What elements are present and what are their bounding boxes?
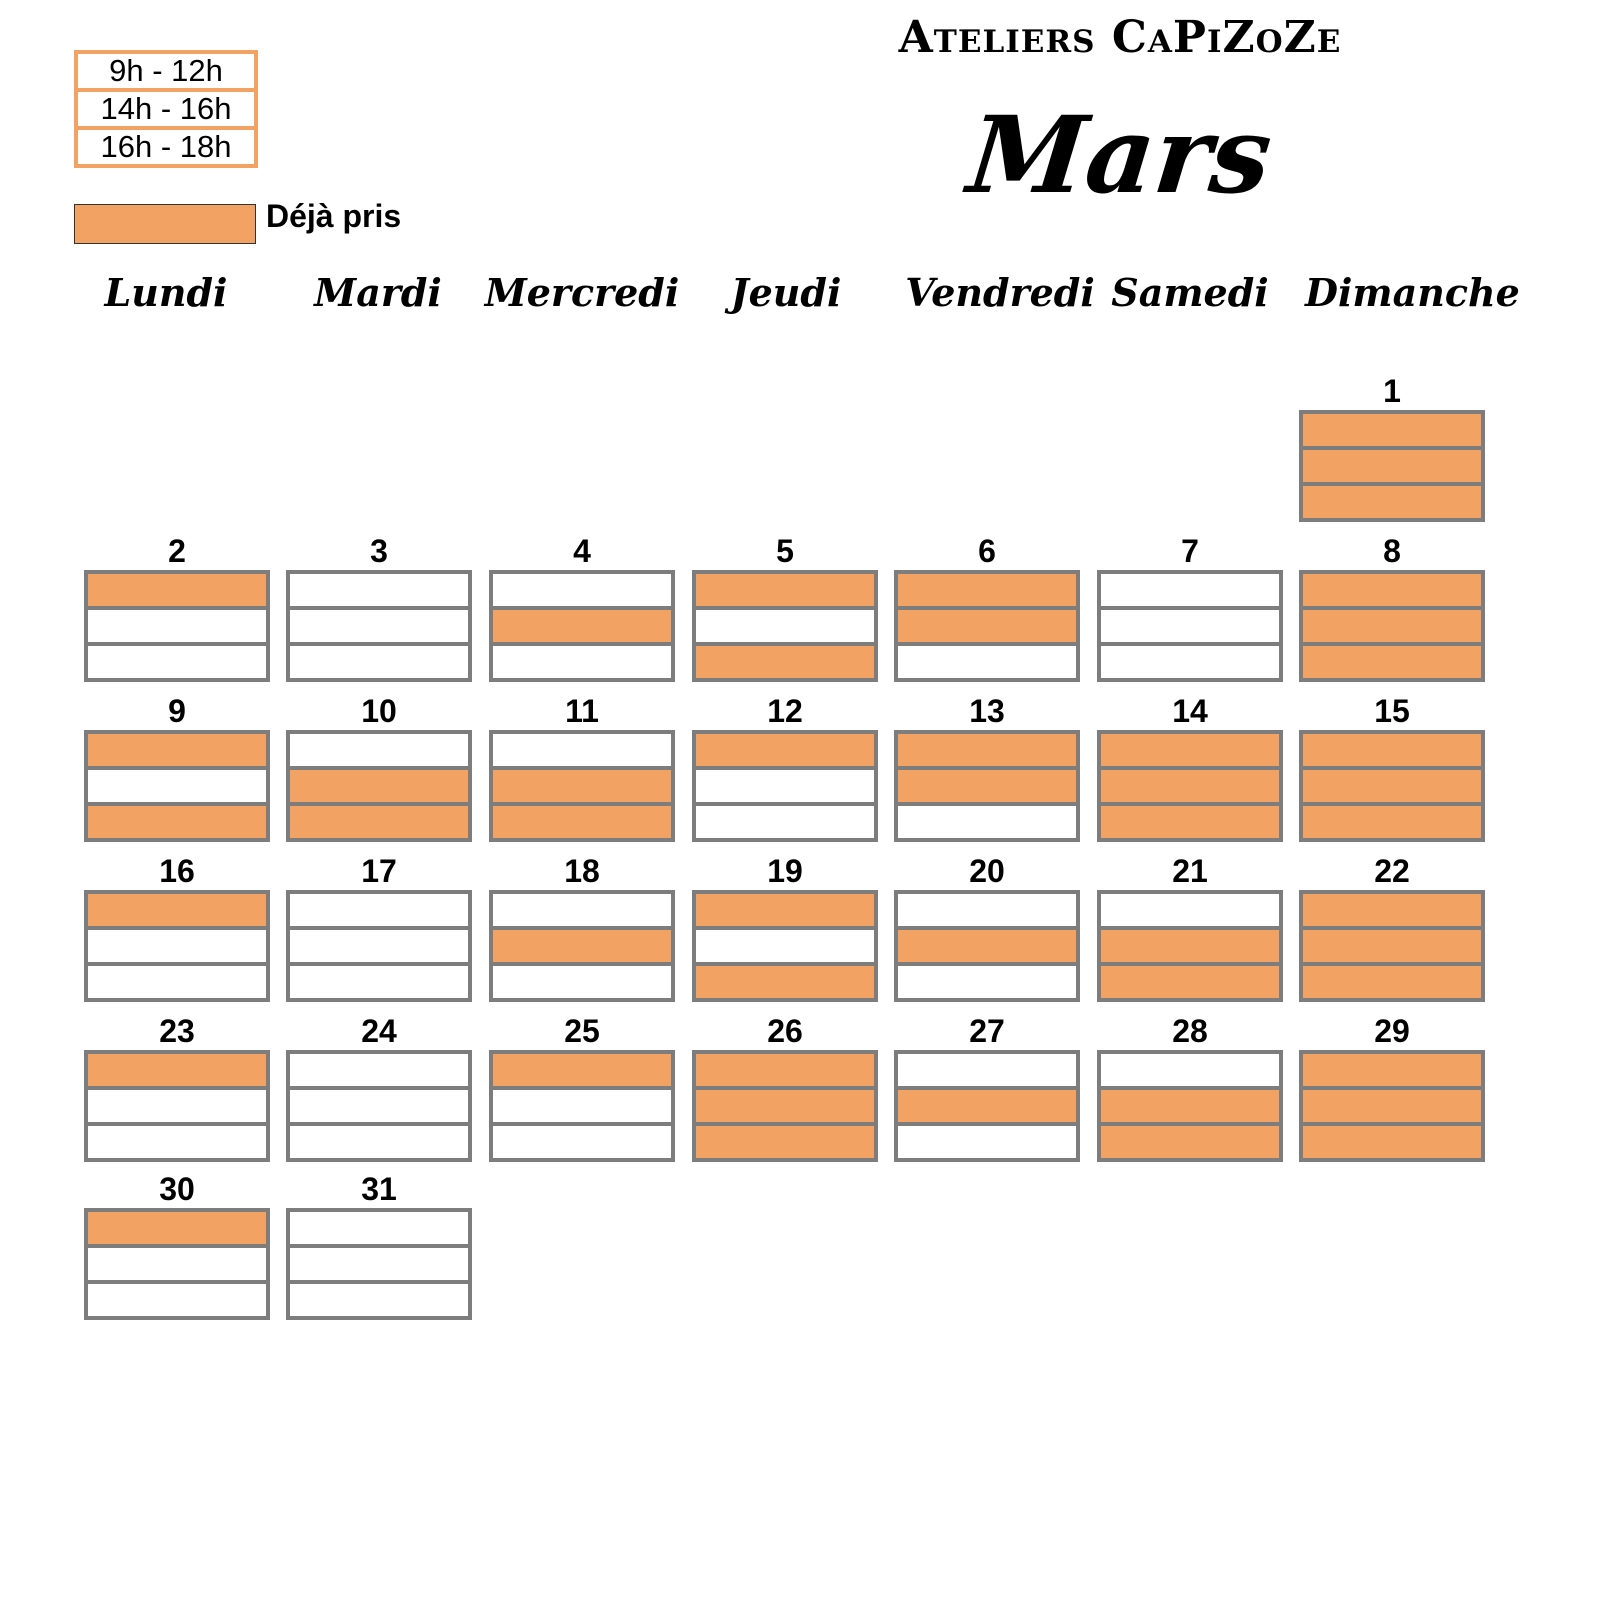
slot-late-afternoon-taken: [696, 646, 874, 678]
day-slots: [1299, 730, 1485, 842]
slot-morning-taken: [696, 894, 874, 926]
weekday-dimanche: Dimanche: [1305, 270, 1520, 315]
day-number: 7: [1181, 533, 1199, 569]
slot-early-afternoon-taken: [493, 770, 671, 802]
day-cell-21: [1097, 852, 1283, 1002]
day-number: 5: [776, 533, 794, 569]
day-slots: [1299, 570, 1485, 682]
slot-early-afternoon-free[interactable]: [696, 930, 874, 962]
day-slots: [84, 570, 270, 682]
slot-morning-free[interactable]: [290, 894, 468, 926]
day-number: 2: [168, 533, 186, 569]
slot-late-afternoon-free[interactable]: [290, 646, 468, 678]
slot-early-afternoon-free[interactable]: [88, 930, 266, 962]
day-slots: [894, 730, 1080, 842]
day-number: 17: [361, 853, 397, 889]
day-slots: [286, 1050, 472, 1162]
day-slots: [1097, 570, 1283, 682]
day-slots: [84, 1050, 270, 1162]
day-cell-11: [489, 692, 675, 842]
day-cell-4: [489, 532, 675, 682]
slot-morning-free[interactable]: [290, 1212, 468, 1244]
slot-morning-taken: [1303, 574, 1481, 606]
slot-early-afternoon-free[interactable]: [290, 1248, 468, 1280]
day-cell-19: [692, 852, 878, 1002]
day-cell-17: [286, 852, 472, 1002]
day-number: 30: [159, 1171, 195, 1207]
slot-early-afternoon-free[interactable]: [1101, 610, 1279, 642]
day-slots: [894, 890, 1080, 1002]
slot-early-afternoon-taken: [898, 1090, 1076, 1122]
slot-late-afternoon-free[interactable]: [898, 646, 1076, 678]
slot-early-afternoon-taken: [1303, 610, 1481, 642]
day-slots: [894, 570, 1080, 682]
weekday-mardi: Mardi: [314, 270, 442, 315]
slot-late-afternoon-free[interactable]: [493, 646, 671, 678]
slot-early-afternoon-free[interactable]: [493, 1090, 671, 1122]
slot-late-afternoon-taken: [1303, 486, 1481, 518]
page-title: Ateliers CaPiZoZe: [898, 12, 1342, 63]
slot-late-afternoon-free[interactable]: [88, 1126, 266, 1158]
slot-late-afternoon-taken: [1303, 646, 1481, 678]
day-number: 26: [767, 1013, 803, 1049]
slot-morning-free[interactable]: [493, 894, 671, 926]
day-slots: [692, 890, 878, 1002]
weekday-vendredi: Vendredi: [905, 270, 1095, 315]
day-cell-1: [1299, 372, 1485, 522]
slot-late-afternoon-taken: [1101, 966, 1279, 998]
day-cell-8: [1299, 532, 1485, 682]
day-number: 14: [1172, 693, 1208, 729]
day-slots: [84, 1208, 270, 1320]
day-slots: [1097, 890, 1283, 1002]
slot-morning-free[interactable]: [1101, 574, 1279, 606]
slot-early-afternoon-taken: [1303, 1090, 1481, 1122]
day-cell-28: [1097, 1012, 1283, 1162]
day-number: 9: [168, 693, 186, 729]
day-slots: [894, 1050, 1080, 1162]
day-slots: [1299, 1050, 1485, 1162]
day-number: 21: [1172, 853, 1208, 889]
legend-taken-label: Déjà pris: [266, 198, 402, 234]
day-number: 15: [1374, 693, 1410, 729]
day-cell-13: [894, 692, 1080, 842]
slot-early-afternoon-taken: [493, 610, 671, 642]
slot-late-afternoon-free[interactable]: [88, 646, 266, 678]
day-number: 20: [969, 853, 1005, 889]
slot-morning-taken: [696, 734, 874, 766]
slot-morning-taken: [493, 1054, 671, 1086]
legend-slot-early-afternoon: 14h - 16h: [74, 88, 258, 130]
day-number: 3: [370, 533, 388, 569]
day-slots: [489, 730, 675, 842]
slot-late-afternoon-free[interactable]: [898, 806, 1076, 838]
slot-late-afternoon-free[interactable]: [1101, 646, 1279, 678]
slot-morning-taken: [696, 574, 874, 606]
day-number: 25: [564, 1013, 600, 1049]
slot-early-afternoon-free[interactable]: [696, 770, 874, 802]
day-slots: [286, 1208, 472, 1320]
slot-early-afternoon-free[interactable]: [88, 1248, 266, 1280]
day-cell-5: [692, 532, 878, 682]
slot-early-afternoon-taken: [1101, 1090, 1279, 1122]
day-cell-10: [286, 692, 472, 842]
slot-late-afternoon-taken: [1303, 806, 1481, 838]
day-cell-15: [1299, 692, 1485, 842]
day-number: 18: [564, 853, 600, 889]
day-number: 31: [361, 1171, 397, 1207]
slot-early-afternoon-free[interactable]: [88, 610, 266, 642]
legend-slot-late-afternoon: 16h - 18h: [74, 126, 258, 168]
slot-early-afternoon-taken: [1303, 930, 1481, 962]
slot-morning-taken: [696, 1054, 874, 1086]
slot-early-afternoon-taken: [898, 610, 1076, 642]
weekday-jeudi: Jeudi: [730, 270, 842, 315]
day-cell-20: [894, 852, 1080, 1002]
slot-early-afternoon-taken: [1303, 450, 1481, 482]
slot-late-afternoon-free[interactable]: [290, 966, 468, 998]
slot-morning-taken: [898, 734, 1076, 766]
slot-early-afternoon-free[interactable]: [696, 610, 874, 642]
slot-late-afternoon-taken: [290, 806, 468, 838]
slot-early-afternoon-taken: [1101, 930, 1279, 962]
slot-early-afternoon-free[interactable]: [88, 1090, 266, 1122]
day-cell-3: [286, 532, 472, 682]
day-slots: [84, 730, 270, 842]
day-number: 28: [1172, 1013, 1208, 1049]
day-cell-2: [84, 532, 270, 682]
day-slots: [1097, 1050, 1283, 1162]
day-cell-26: [692, 1012, 878, 1162]
legend-slot-morning: 9h - 12h: [74, 50, 258, 92]
slot-early-afternoon-taken: [898, 770, 1076, 802]
weekday-lundi: Lundi: [104, 270, 228, 315]
slot-early-afternoon-taken: [696, 1090, 874, 1122]
weekday-mercredi: Mercredi: [484, 270, 680, 315]
day-cell-22: [1299, 852, 1485, 1002]
day-cell-16: [84, 852, 270, 1002]
slot-late-afternoon-free[interactable]: [696, 806, 874, 838]
slot-late-afternoon-taken: [1303, 1126, 1481, 1158]
slot-late-afternoon-taken: [1101, 806, 1279, 838]
day-number: 27: [969, 1013, 1005, 1049]
slot-morning-free[interactable]: [493, 734, 671, 766]
day-number: 23: [159, 1013, 195, 1049]
slot-late-afternoon-free[interactable]: [290, 1284, 468, 1316]
weekday-samedi: Samedi: [1111, 270, 1269, 315]
slot-late-afternoon-taken: [1101, 1126, 1279, 1158]
day-slots: [489, 1050, 675, 1162]
slot-early-afternoon-taken: [898, 930, 1076, 962]
month-title: Mars: [962, 92, 1278, 217]
day-cell-25: [489, 1012, 675, 1162]
slot-morning-free[interactable]: [1101, 894, 1279, 926]
slot-morning-taken: [1303, 1054, 1481, 1086]
slot-early-afternoon-taken: [1303, 770, 1481, 802]
slot-morning-taken: [88, 1212, 266, 1244]
slot-morning-taken: [1303, 894, 1481, 926]
day-slots: [692, 1050, 878, 1162]
slot-late-afternoon-free[interactable]: [493, 1126, 671, 1158]
slot-late-afternoon-taken: [493, 806, 671, 838]
day-slots: [1299, 890, 1485, 1002]
slot-early-afternoon-free[interactable]: [290, 1090, 468, 1122]
slot-late-afternoon-free[interactable]: [290, 1126, 468, 1158]
day-cell-23: [84, 1012, 270, 1162]
legend-taken-swatch: [74, 204, 256, 244]
day-number: 29: [1374, 1013, 1410, 1049]
slot-morning-taken: [1303, 414, 1481, 446]
slot-morning-taken: [898, 574, 1076, 606]
slot-late-afternoon-taken: [696, 966, 874, 998]
slot-morning-free[interactable]: [898, 1054, 1076, 1086]
slot-morning-taken: [88, 894, 266, 926]
day-slots: [1097, 730, 1283, 842]
day-cell-6: [894, 532, 1080, 682]
day-number: 22: [1374, 853, 1410, 889]
slot-late-afternoon-taken: [1303, 966, 1481, 998]
slot-late-afternoon-free[interactable]: [88, 966, 266, 998]
slot-morning-free[interactable]: [1101, 1054, 1279, 1086]
slot-early-afternoon-taken: [290, 770, 468, 802]
slot-morning-taken: [1303, 734, 1481, 766]
day-number: 1: [1383, 373, 1401, 409]
slot-late-afternoon-free[interactable]: [898, 1126, 1076, 1158]
slot-morning-free[interactable]: [290, 1054, 468, 1086]
day-number: 10: [361, 693, 397, 729]
slot-morning-taken: [88, 574, 266, 606]
slot-morning-free[interactable]: [493, 574, 671, 606]
slot-early-afternoon-free[interactable]: [88, 770, 266, 802]
slot-late-afternoon-taken: [696, 1126, 874, 1158]
slot-early-afternoon-free[interactable]: [290, 930, 468, 962]
day-number: 8: [1383, 533, 1401, 569]
day-cell-14: [1097, 692, 1283, 842]
slot-morning-free[interactable]: [898, 894, 1076, 926]
slot-morning-free[interactable]: [290, 574, 468, 606]
day-slots: [286, 890, 472, 1002]
slot-morning-free[interactable]: [290, 734, 468, 766]
slot-early-afternoon-free[interactable]: [290, 610, 468, 642]
day-number: 6: [978, 533, 996, 569]
day-cell-29: [1299, 1012, 1485, 1162]
day-slots: [1299, 410, 1485, 522]
day-number: 11: [565, 693, 599, 729]
day-slots: [286, 730, 472, 842]
day-cell-9: [84, 692, 270, 842]
slot-early-afternoon-taken: [1101, 770, 1279, 802]
day-number: 13: [969, 693, 1005, 729]
day-slots: [692, 570, 878, 682]
slot-late-afternoon-free[interactable]: [493, 966, 671, 998]
time-slot-legend: [74, 50, 258, 168]
slot-morning-taken: [88, 734, 266, 766]
day-slots: [84, 890, 270, 1002]
day-slots: [692, 730, 878, 842]
day-slots: [286, 570, 472, 682]
day-number: 24: [361, 1013, 397, 1049]
slot-late-afternoon-free[interactable]: [88, 1284, 266, 1316]
day-cell-18: [489, 852, 675, 1002]
slot-morning-taken: [1101, 734, 1279, 766]
slot-late-afternoon-taken: [88, 806, 266, 838]
day-cell-12: [692, 692, 878, 842]
day-number: 12: [767, 693, 803, 729]
day-number: 19: [767, 853, 803, 889]
day-cell-27: [894, 1012, 1080, 1162]
day-slots: [489, 570, 675, 682]
day-cell-24: [286, 1012, 472, 1162]
day-number: 16: [159, 853, 195, 889]
day-cell-7: [1097, 532, 1283, 682]
slot-morning-taken: [88, 1054, 266, 1086]
day-cell-31: [286, 1170, 472, 1320]
slot-late-afternoon-free[interactable]: [898, 966, 1076, 998]
day-number: 4: [573, 533, 591, 569]
day-cell-30: [84, 1170, 270, 1320]
day-slots: [489, 890, 675, 1002]
slot-early-afternoon-taken: [493, 930, 671, 962]
